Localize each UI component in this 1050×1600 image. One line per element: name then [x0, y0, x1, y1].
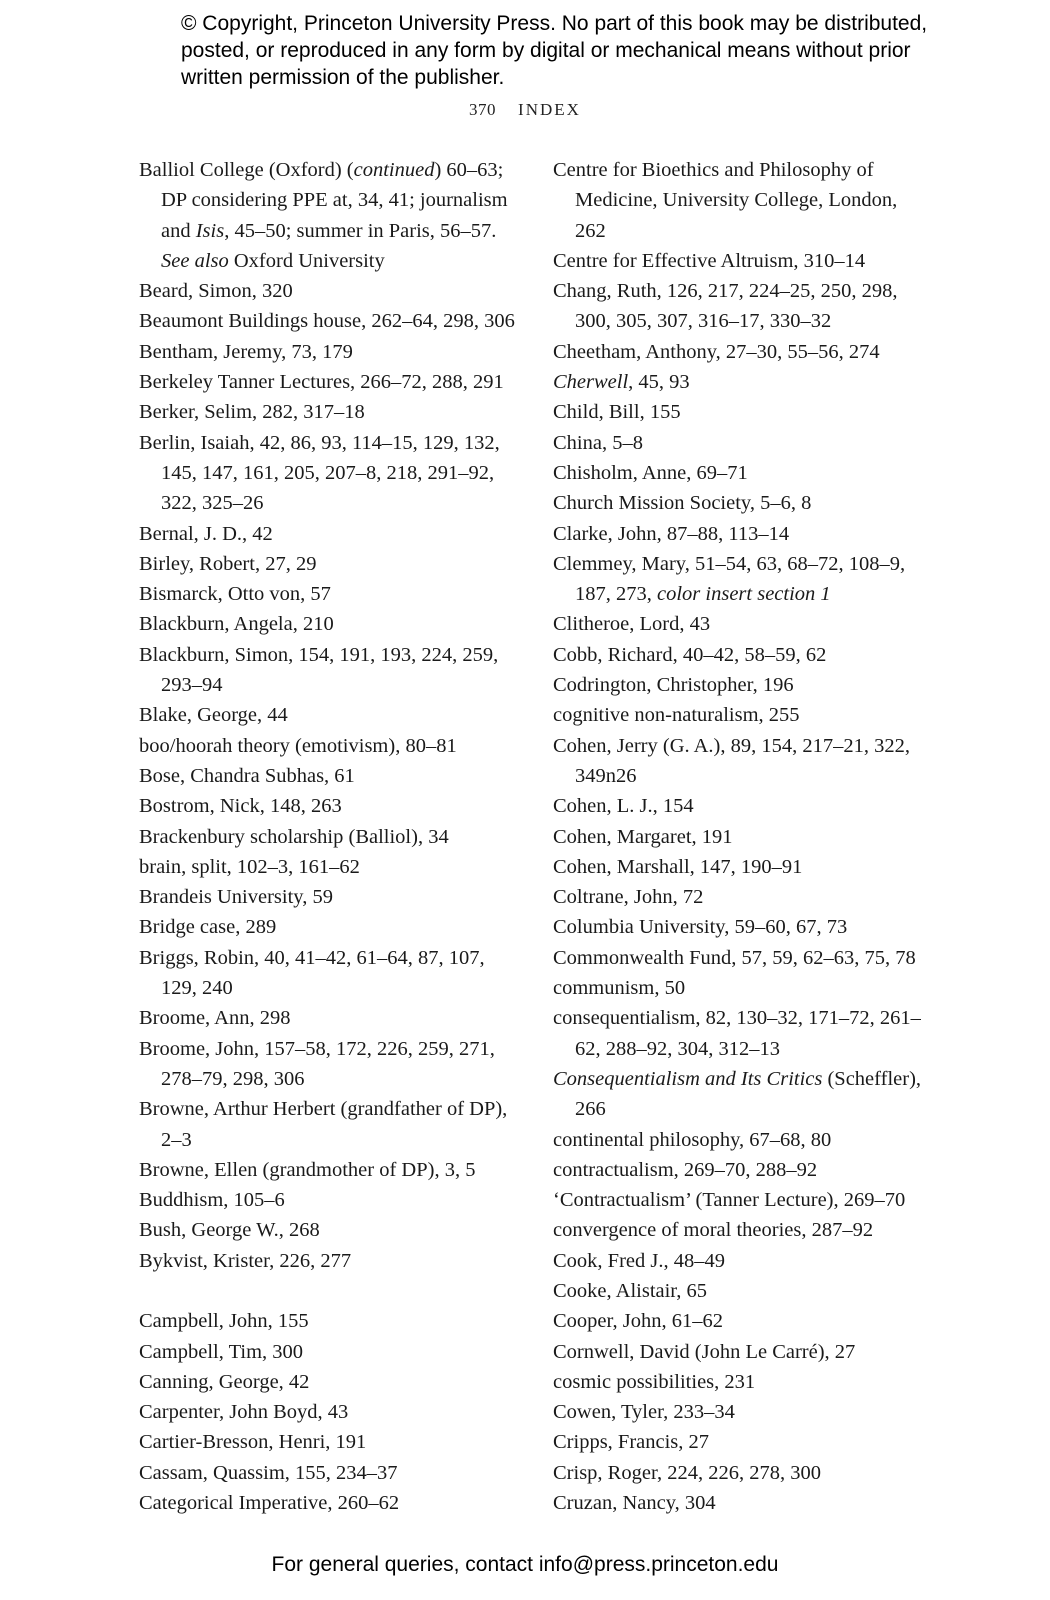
- index-entry: [553, 1155, 933, 1185]
- index-entry: [139, 731, 519, 761]
- index-entry: [553, 337, 933, 367]
- index-entry-text: Church Mission Society, 5–6, 8: [553, 492, 812, 515]
- index-entry-text: Chisholm, Anne, 69–71: [553, 461, 748, 484]
- index-entry-text: Browne, Ellen (grandmother of DP), 3, 5: [139, 1158, 476, 1181]
- index-entry: [553, 1276, 933, 1306]
- index-entry-text: Berkeley Tanner Lectures, 266–72, 288, 291: [139, 371, 504, 394]
- index-entry-text: Cohen, Marshall, 147, 190–91: [553, 855, 803, 878]
- index-entry-text: Centre for Effective Altruism, 310–14: [553, 249, 866, 272]
- index-column-right: [553, 155, 933, 1518]
- index-entry: [553, 1185, 933, 1215]
- index-entry: [553, 1397, 933, 1427]
- index-entry: [553, 670, 933, 700]
- index-entry-text: Coltrane, John, 72: [553, 886, 704, 909]
- index-entry: [139, 1003, 519, 1033]
- index-entry: [139, 428, 519, 519]
- index-entry: [139, 1337, 519, 1367]
- index-entry-italic-text: Cherwell: [553, 371, 629, 394]
- index-entry-text: Blackburn, Angela, 210: [139, 613, 334, 636]
- page-number: 370: [469, 100, 497, 119]
- index-entry: [139, 397, 519, 427]
- index-entry-text: Birley, Robert, 27, 29: [139, 552, 317, 575]
- index-entry: [553, 1306, 933, 1336]
- index-entry-text: Campbell, John, 155: [139, 1310, 309, 1333]
- index-entry-text: Cripps, Francis, 27: [553, 1431, 710, 1454]
- index-entry-text: Cheetham, Anthony, 27–30, 55–56, 274: [553, 340, 880, 363]
- index-entry-text: Clarke, John, 87–88, 113–14: [553, 522, 790, 545]
- index-entry: [553, 397, 933, 427]
- index-entry: [553, 852, 933, 882]
- index-entry: [553, 276, 933, 337]
- index-entry: [139, 761, 519, 791]
- copyright-notice: © Copyright, Princeton University Press. No part of this book may be distributed, posted, or reproduced in any form by digital or mechanical means without prior written permission of the publisher.: [181, 12, 928, 89]
- index-entry: [553, 1125, 933, 1155]
- index-entry-text: Blackburn, Simon, 154, 191, 193, 224, 259, 293–94: [139, 643, 499, 697]
- index-entry-text: Clemmey, Mary, 51–54, 63, 68–72, 108–9, 187, 273,: [553, 552, 906, 606]
- index-entry: [139, 1397, 519, 1427]
- index-entry: [553, 973, 933, 1003]
- index-entry: [139, 337, 519, 367]
- index-entry-italic-text: continued: [353, 159, 435, 181]
- index-entry-text: Broome, John, 157–58, 172, 226, 259, 271, 278–79, 298, 306: [139, 1037, 495, 1090]
- footer-contact: For general queries, contact info@press.princeton.edu: [271, 1553, 779, 1576]
- index-entry-text: Broome, Ann, 298: [139, 1007, 291, 1030]
- index-entry: [139, 640, 519, 701]
- index-entry-italic-text: Isis: [195, 219, 225, 242]
- index-entry: [553, 155, 933, 246]
- index-entry-text: Categorical Imperative, 260–62: [139, 1492, 400, 1515]
- index-entry: [139, 155, 519, 276]
- index-entry: [139, 1155, 519, 1185]
- index-entry-text: , 45, 93: [628, 371, 690, 394]
- index-entry-text: Cobb, Richard, 40–42, 58–59, 62: [553, 643, 827, 666]
- index-entry: [553, 367, 933, 397]
- index-entry: [139, 306, 519, 336]
- index-entry: [553, 1337, 933, 1367]
- index-entry-italic-text: See also: [161, 249, 229, 272]
- index-entry: [139, 1094, 519, 1155]
- index-entry-text: Bostrom, Nick, 148, 263: [139, 795, 342, 818]
- index-entry: [139, 276, 519, 306]
- index-entry-text: Balliol College (Oxford) (: [139, 159, 354, 181]
- index-entry: [139, 1034, 519, 1095]
- index-entry-text: Cohen, Jerry (G. A.), 89, 154, 217–21, 322, 349n26: [553, 734, 911, 787]
- index-entry-text: Centre for Bioethics and Philosophy of Medicine, University College, London, 262: [553, 159, 898, 242]
- index-entry-text: continental philosophy, 67–68, 80: [553, 1128, 832, 1151]
- index-entry-text: Cassam, Quassim, 155, 234–37: [139, 1461, 398, 1484]
- index-entry-text: Child, Bill, 155: [553, 401, 681, 424]
- index-entry-text: Cooper, John, 61–62: [553, 1310, 724, 1333]
- index-entry-text: Browne, Arthur Herbert (grandfather of DP), 2–3: [139, 1098, 508, 1151]
- index-entry-text: Bismarck, Otto von, 57: [139, 583, 331, 606]
- index-entry: [553, 1488, 933, 1518]
- index-entry-text: communism, 50: [553, 977, 686, 1000]
- index-entry-text: Beaumont Buildings house, 262–64, 298, 306: [139, 310, 515, 333]
- index-entry-text: brain, split, 102–3, 161–62: [139, 855, 360, 878]
- index-entry: [139, 519, 519, 549]
- index-entry-text: Briggs, Robin, 40, 41–42, 61–64, 87, 107, 129, 240: [139, 946, 485, 1000]
- index-entry-italic-text: Consequentialism and Its Critics: [553, 1067, 823, 1090]
- index-entry-text: boo/hoorah theory (emotivism), 80–81: [139, 734, 457, 757]
- index-entry: [553, 731, 933, 792]
- index-entry-text: Cook, Fred J., 48–49: [553, 1249, 725, 1272]
- index-entry-text: Bose, Chandra Subhas, 61: [139, 764, 355, 787]
- index-entry-text: Bridge case, 289: [139, 916, 277, 939]
- index-entry: [553, 246, 933, 276]
- index-entry-text: Brandeis University, 59: [139, 886, 333, 909]
- index-entry: [553, 791, 933, 821]
- index-entry-text: China, 5–8: [553, 431, 643, 454]
- index-entry: [139, 1458, 519, 1488]
- index-entry: [139, 791, 519, 821]
- running-head: [0, 100, 1050, 120]
- index-column-left: [139, 155, 519, 1518]
- index-entry: [139, 1246, 519, 1276]
- index-entry-text: Bush, George W., 268: [139, 1219, 320, 1242]
- index-entry: [553, 609, 933, 639]
- index-entry: [139, 822, 519, 852]
- index-entry: [553, 1064, 933, 1125]
- index-entry-text: Cornwell, David (John Le Carré), 27: [553, 1340, 856, 1363]
- index-entry: [553, 549, 933, 610]
- index-entry: [553, 1367, 933, 1397]
- index-entry-text: Columbia University, 59–60, 67, 73: [553, 916, 848, 939]
- index-entry-text: Bernal, J. D., 42: [139, 522, 273, 545]
- index-entry-text: Brackenbury scholarship (Balliol), 34: [139, 825, 449, 848]
- index-entry: [553, 1215, 933, 1245]
- index-entry-text: Campbell, Tim, 300: [139, 1340, 304, 1363]
- index-entry: [553, 1003, 933, 1064]
- index-entry-text: Cohen, L. J., 154: [553, 795, 694, 818]
- index-entry: [553, 458, 933, 488]
- index-entry-text: Beard, Simon, 320: [139, 280, 293, 303]
- index-entry: [139, 1427, 519, 1457]
- index-entry-text: ) 60–63; DP considering PPE at, 34, 41; journalism and: [161, 159, 508, 242]
- index-entry: [139, 700, 519, 730]
- index-entry-text: Clitheroe, Lord, 43: [553, 613, 711, 636]
- index-entry: [139, 1306, 519, 1336]
- index-entry-text: Carpenter, John Boyd, 43: [139, 1401, 349, 1424]
- index-entry-text: Chang, Ruth, 126, 217, 224–25, 250, 298, 300, 305, 307, 316–17, 330–32: [553, 280, 898, 333]
- index-entry-italic-text: color insert section 1: [657, 583, 831, 606]
- index-entry: [139, 1367, 519, 1397]
- index-entry: [139, 579, 519, 609]
- index-entry-text: cosmic possibilities, 231: [553, 1370, 756, 1393]
- section-title: INDEX: [518, 100, 581, 119]
- index-entry: [139, 1185, 519, 1215]
- index-entry: [139, 549, 519, 579]
- index-entry-text: Cowen, Tyler, 233–34: [553, 1401, 735, 1424]
- index-entry: [553, 700, 933, 730]
- index-entry: [553, 519, 933, 549]
- index-entry-text: Berker, Selim, 282, 317–18: [139, 401, 365, 424]
- index-entry-text: Berlin, Isaiah, 42, 86, 93, 114–15, 129, 132, 145, 147, 161, 205, 207–8, 218, 291–92, 322, 325–26: [139, 431, 500, 515]
- index-entry-text: cognitive non-naturalism, 255: [553, 704, 800, 727]
- index-entry-text: Codrington, Christopher, 196: [553, 674, 794, 697]
- index-entry-text: Cooke, Alistair, 65: [553, 1279, 708, 1302]
- index-entry-text: Cruzan, Nancy, 304: [553, 1492, 716, 1515]
- index-entry: [553, 822, 933, 852]
- index-entry: [553, 428, 933, 458]
- index-entry: [553, 943, 933, 973]
- index-entry-text: contractualism, 269–70, 288–92: [553, 1158, 818, 1181]
- index-entry: [553, 912, 933, 942]
- index-entry-text: consequentialism, 82, 130–32, 171–72, 261–62, 288–92, 304, 312–13: [553, 1007, 921, 1060]
- index-entry-text: Buddhism, 105–6: [139, 1189, 285, 1212]
- index-entry: [139, 1488, 519, 1518]
- index-entry: [139, 882, 519, 912]
- index-entry-text: convergence of moral theories, 287–92: [553, 1219, 874, 1242]
- index-entry-text: Commonwealth Fund, 57, 59, 62–63, 75, 78: [553, 946, 916, 969]
- index-entry-text: Cartier-Bresson, Henri, 191: [139, 1431, 367, 1454]
- index-entry: [553, 1458, 933, 1488]
- index-entry: [553, 882, 933, 912]
- index-entry-text: Crisp, Roger, 224, 226, 278, 300: [553, 1461, 821, 1484]
- index-entry: [139, 943, 519, 1004]
- index-entry: [139, 912, 519, 942]
- index-entry: [139, 367, 519, 397]
- index-entry-text: Bykvist, Krister, 226, 277: [139, 1249, 352, 1272]
- index-entry: [139, 609, 519, 639]
- index-entry: [553, 1246, 933, 1276]
- index-entry: [553, 640, 933, 670]
- index-entry: [139, 852, 519, 882]
- index-entry-text: Cohen, Margaret, 191: [553, 825, 733, 848]
- index-entry-text: Oxford University: [228, 249, 385, 272]
- index-entry-text: (Scheffler), 266: [575, 1067, 922, 1121]
- index-entry-text: ‘Contractualism’ (Tanner Lecture), 269–70: [553, 1189, 906, 1212]
- index-entry: [553, 488, 933, 518]
- index-entry-text: Canning, George, 42: [139, 1370, 310, 1393]
- index-entry-text: Bentham, Jeremy, 73, 179: [139, 340, 353, 363]
- index-entry-text: , 45–50; summer in Paris, 56–57.: [224, 219, 497, 242]
- index-entry-text: Blake, George, 44: [139, 704, 288, 727]
- index-entry: [139, 1215, 519, 1245]
- index-entry: [553, 1427, 933, 1457]
